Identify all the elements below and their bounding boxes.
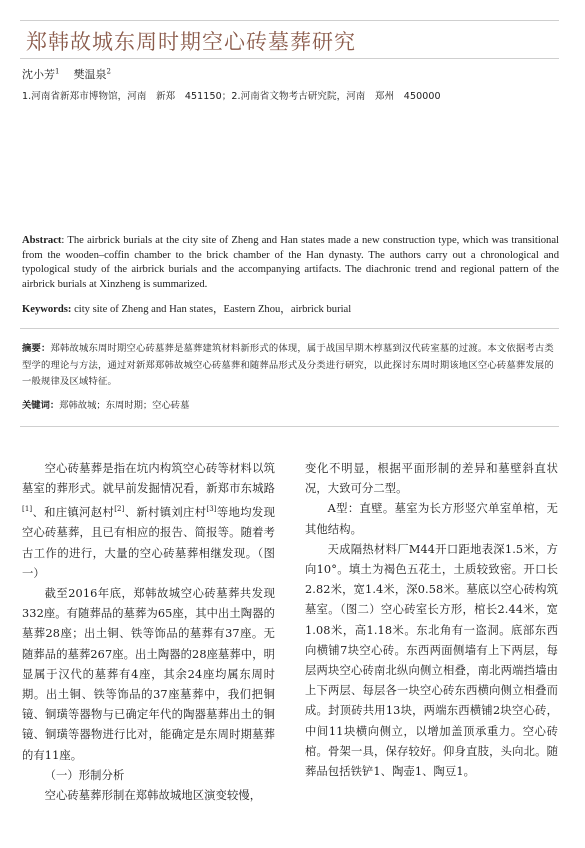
- body-column-right: [305, 459, 558, 782]
- paragraph: 截至2016年底，郑韩故城空心砖墓葬共发现332座。有随葬品的墓葬为65座，其中出土陶器的墓葬28座；出土铜、铁等饰品的墓葬有37座。无随葬品的墓葬267座。出土陶器的28座墓葬中，明显属于汉代的墓葬有4座，其余24座均属东周时期。出土铜、铁等饰品的37座墓葬中，我们把铜镜、铜璜等器物与已确定年代的陶器墓葬出土的铜镜、铜璜等器物进行比对，能确定是东周时期墓葬的有11座。: [22, 586, 275, 762]
- citation-ref[interactable]: [3]: [206, 505, 217, 514]
- text: 、和庄镇河赵村: [32, 506, 115, 520]
- keywords-en-label: Keywords:: [22, 304, 72, 315]
- paragraph: 空心砖墓葬形制在郑韩故城地区演变较慢，: [44, 789, 262, 803]
- text: 等地均发现空心砖墓葬，且已有相应的报告、简报等。随着考古工作的进行，大量的空心砖墓葬相继发现。（图一）: [22, 506, 275, 580]
- section-heading: （一）形制分析: [44, 768, 125, 782]
- abstract-zh-text: 郑韩故城东周时期空心砖墓葬是墓葬建筑材料新形式的体现，属于战国早期木椁墓到汉代砖室墓的过渡。本文依据考古类型学的理论与方法，通过对新郑郑韩故城空心砖墓葬和随葬品形式及分类进行研究，以此探讨东周时期该地区空心砖墓葬发展的一般规律及区域特征。: [22, 343, 554, 387]
- english-abstract: [22, 234, 559, 292]
- paper-title: 郑韩故城东周时期空心砖墓葬研究: [26, 30, 356, 54]
- title-rule: [20, 58, 559, 59]
- keywords-en-text: city site of Zheng and Han states，Eastern Zhou，airbrick burial: [71, 304, 352, 315]
- author-1: 沈小芳: [22, 68, 55, 81]
- english-keywords: [22, 303, 559, 317]
- abstract-zh-label: 摘要：: [22, 343, 51, 354]
- affiliation: 1.河南省新郑市博物馆，河南 新郑 451150；2.河南省文物考古研究院，河南 郑州 450000: [22, 91, 441, 102]
- author-line: [22, 66, 111, 82]
- paragraph: A型：直壁。墓室为长方形竖穴单室单棺，无其他结构。: [305, 502, 558, 536]
- abstract-separator: [20, 328, 559, 329]
- keywords-zh-text: 郑韩故城；东周时期；空心砖墓: [59, 400, 190, 411]
- body-column-left: [22, 459, 275, 806]
- citation-ref[interactable]: [2]: [114, 505, 125, 514]
- text: 、新村镇刘庄村: [124, 506, 207, 520]
- citation-ref[interactable]: [1]: [22, 505, 33, 514]
- paragraph: 天成隔热材料厂M44开口距地表深1.5米，方向10°。填土为褐色五花土，土质较致密。开口长2.82米，宽1.4米，深0.58米。墓底以空心砖构筑墓室。（图二）空心砖室长方形，棺长2.44米，宽1.08米，高1.18米。东北角有一盗洞。底部东西向横铺7块空心砖。东西两面侧墙有上下两层，每层两块空心砖南北纵向侧立相叠，南北两端挡墙由上下两层、每层各一块空心砖东西横向侧立相叠而成。封顶砖共用13块，两端东西横铺2块空心砖，中间11块横向侧立，以增加盖顶承重力。空心砖棺。骨架一具，保存较好。仰身直肢，头向北。随葬品包括铁铲1、陶壶1、陶豆1。: [305, 542, 558, 779]
- abstract-en-label: Abstract: [22, 235, 62, 246]
- author-2-affil-mark: 2: [106, 67, 111, 76]
- paragraph: 变化不明显，根据平面形制的差异和墓壁斜直状况，大致可分二型。: [305, 462, 558, 496]
- chinese-keywords: [22, 398, 559, 414]
- top-rule: [20, 20, 559, 21]
- abstract-en-text: : The airbrick burials at the city site of Zheng and Han states made a new construction type, which was transitional from the wooden–coffin chamber to the brick chamber of the Han dynasty. The authors carry out a chronological and typological study of the airbrick burials and the accompanying artifacts. The diachronic trend and regional pattern of the airbrick burials at Xinzheng is summarized.: [22, 235, 559, 290]
- body-separator: [20, 426, 559, 427]
- author-1-affil-mark: 1: [55, 67, 60, 76]
- chinese-abstract: [22, 341, 559, 391]
- text: 空心砖墓葬是指在坑内构筑空心砖等材料以筑墓室的葬形式。就早前发掘情况看，新郑市东城路: [22, 462, 275, 496]
- paragraph: [22, 459, 275, 584]
- keywords-zh-label: 关键词：: [22, 400, 60, 411]
- author-2: 樊温泉: [73, 68, 107, 81]
